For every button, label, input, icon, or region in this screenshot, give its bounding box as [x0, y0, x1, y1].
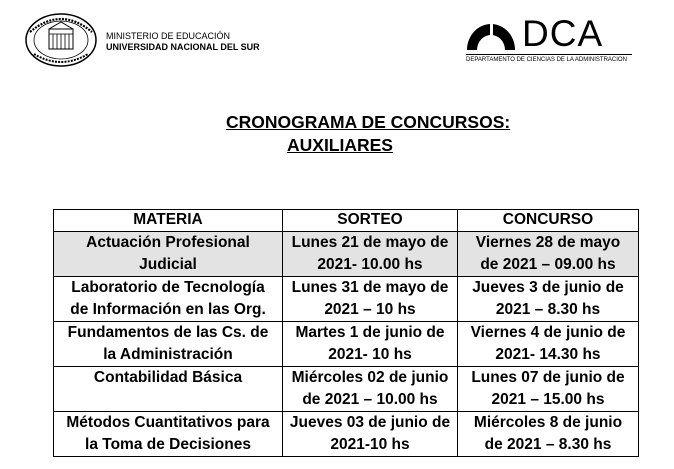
- concurso-line: Viernes 28 de mayo: [475, 234, 621, 251]
- materia-cell: [54, 232, 283, 277]
- sorteo-line: 2021 – 10 hs: [324, 301, 416, 318]
- header-materia: MATERIA: [54, 210, 283, 232]
- concurso-cell: [458, 232, 639, 277]
- ministry-line2: UNIVERSIDAD NACIONAL DEL SUR: [106, 42, 260, 52]
- sorteo-line: Lunes 21 de mayo de: [291, 234, 449, 251]
- table-row: [54, 367, 639, 412]
- ministry-heading: [106, 31, 260, 53]
- table-row: [54, 232, 639, 277]
- materia-line: Contabilidad Básica: [93, 369, 243, 386]
- sorteo-line: 2021- 10.00 hs: [317, 256, 423, 273]
- concurso-line: 2021 – 8.30 hs: [495, 301, 601, 318]
- concurso-line: Lunes 07 de junio de: [471, 369, 625, 386]
- sorteo-line: 2021- 10 hs: [328, 346, 412, 363]
- ministry-line1: MINISTERIO DE EDUCACIÓN: [106, 31, 231, 41]
- sorteo-line: Martes 1 de junio de: [295, 324, 445, 341]
- concurso-cell: [458, 367, 639, 412]
- table-row: [54, 277, 639, 322]
- table-header-row: [54, 210, 639, 232]
- concurso-cell: [458, 277, 639, 322]
- concurso-line: de 2021 – 8.30 hs: [484, 436, 612, 453]
- sorteo-cell: [283, 277, 458, 322]
- materia-line: de Información en las Org.: [70, 301, 266, 318]
- sorteo-line: de 2021 – 10.00 hs: [302, 391, 438, 408]
- materia-line: la Administración: [103, 346, 233, 363]
- table-row: [54, 412, 639, 457]
- sorteo-cell: [283, 412, 458, 457]
- materia-cell: [54, 277, 283, 322]
- materia-cell: [54, 322, 283, 367]
- dca-logo-text: DCA: [522, 13, 604, 54]
- page-subtitle: AUXILIARES: [287, 135, 393, 155]
- concurso-line: 2021- 14.30 hs: [495, 346, 601, 363]
- dca-divider: [466, 54, 632, 55]
- materia-line: Métodos Cuantitativos para: [66, 414, 270, 431]
- sorteo-line: Jueves 03 de junio de: [289, 414, 451, 431]
- header-concurso: CONCURSO: [458, 210, 639, 232]
- concurso-line: Miércoles 8 de junio: [473, 414, 623, 431]
- sorteo-line: Lunes 31 de mayo de: [291, 279, 449, 296]
- materia-line: Fundamentos de las Cs. de: [67, 324, 269, 341]
- schedule-table: [53, 209, 639, 457]
- sorteo-line: 2021-10 hs: [330, 436, 410, 453]
- sorteo-line: Miércoles 02 de junio: [291, 369, 449, 386]
- materia-cell: [54, 412, 283, 457]
- concurso-line: 2021 – 15.00 hs: [491, 391, 605, 408]
- sorteo-cell: [283, 232, 458, 277]
- university-seal-logo: [24, 12, 98, 68]
- page-title: CRONOGRAMA DE CONCURSOS:: [226, 112, 511, 132]
- concurso-cell: [458, 322, 639, 367]
- concurso-cell: [458, 412, 639, 457]
- header-sorteo: SORTEO: [283, 210, 458, 232]
- materia-cell: [54, 367, 283, 412]
- sorteo-cell: [283, 367, 458, 412]
- sorteo-cell: [283, 322, 458, 367]
- concurso-line: Jueves 3 de junio de: [472, 279, 624, 296]
- materia-line: Actuación Profesional: [86, 234, 250, 251]
- materia-line: la Toma de Decisiones: [85, 436, 251, 453]
- concurso-line: Viernes 4 de junio de: [470, 324, 626, 341]
- concurso-line: de 2021 – 09.00 hs: [480, 256, 616, 273]
- materia-line: Laboratorio de Tecnología: [71, 279, 265, 296]
- dca-subtitle: DEPARTAMENTO DE CIENCIAS DE LA ADMINISTRACION: [466, 57, 627, 63]
- materia-line: Judicial: [139, 256, 197, 273]
- table-row: [54, 322, 639, 367]
- dca-arc-logo: [466, 14, 516, 50]
